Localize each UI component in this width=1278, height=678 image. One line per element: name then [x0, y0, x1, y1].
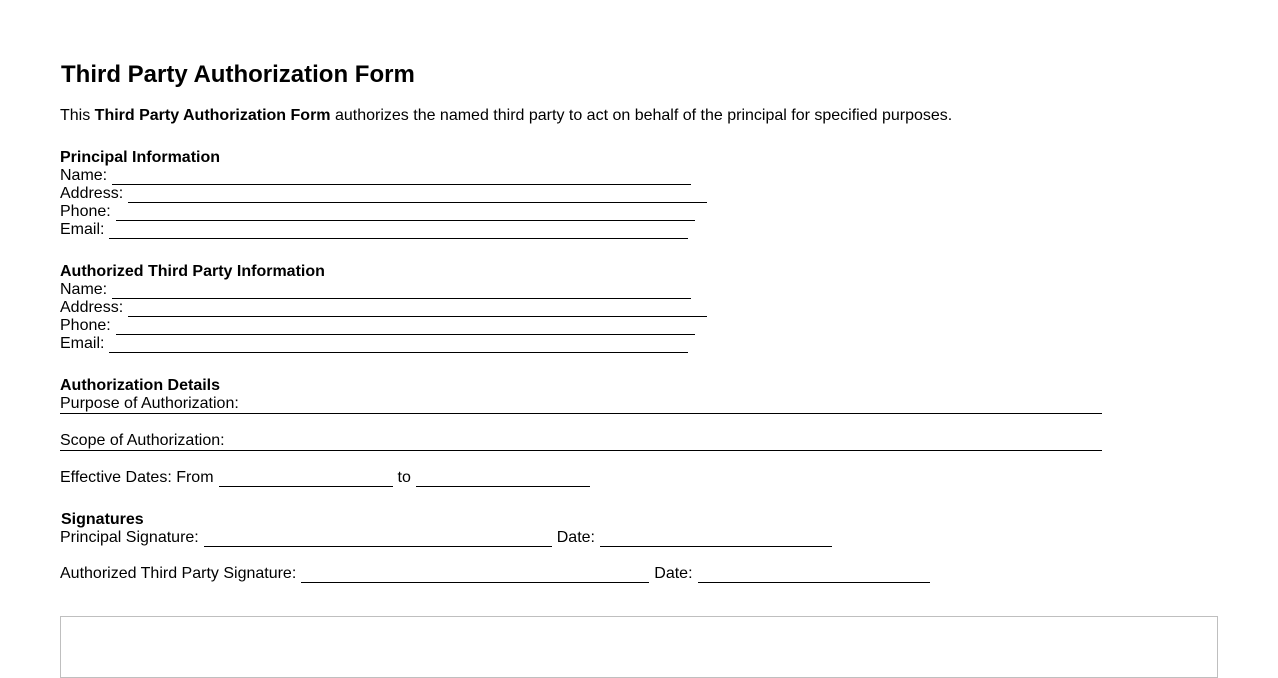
principal-name-label: Name: — [60, 167, 108, 184]
intro-paragraph — [60, 107, 952, 125]
principal-date-field[interactable] — [600, 532, 832, 547]
page-title: Third Party Authorization Form — [61, 61, 415, 88]
third-party-email-field[interactable] — [109, 338, 688, 353]
intro-prefix: This — [60, 107, 95, 124]
principal-section — [60, 149, 707, 239]
principal-signature-label: Principal Signature: — [60, 529, 199, 546]
purpose-field[interactable] — [60, 413, 1102, 414]
third-party-email-row — [60, 335, 707, 353]
principal-address-row — [60, 185, 707, 203]
third-party-address-row — [60, 299, 707, 317]
principal-phone-row — [60, 203, 707, 221]
third-party-phone-field[interactable] — [116, 320, 695, 335]
dates-to-label: to — [397, 469, 411, 486]
principal-signature-row — [60, 529, 832, 547]
scope-block — [60, 432, 1102, 451]
intro-bold: Third Party Authorization Form — [94, 107, 331, 124]
principal-heading: Principal Information — [60, 149, 221, 166]
principal-name-row — [60, 167, 707, 185]
authorization-section — [60, 377, 1102, 414]
third-party-signature-row — [60, 565, 930, 583]
third-party-phone-row — [60, 317, 707, 335]
intro-suffix: authorizes the named third party to act on behalf of the principal for specified purposes. — [330, 107, 953, 124]
principal-signature-field[interactable] — [204, 532, 552, 547]
principal-date-label: Date: — [556, 529, 595, 546]
purpose-label: Purpose of Authorization: — [60, 395, 239, 412]
dates-to-field[interactable] — [416, 472, 590, 487]
authorization-heading: Authorization Details — [60, 377, 221, 394]
principal-phone-label: Phone: — [60, 203, 111, 220]
principal-address-field[interactable] — [128, 188, 707, 203]
principal-email-field[interactable] — [109, 224, 688, 239]
third-party-address-label: Address: — [60, 299, 124, 316]
third-party-address-field[interactable] — [128, 302, 707, 317]
third-party-email-label: Email: — [60, 335, 105, 352]
dates-from-field[interactable] — [219, 472, 393, 487]
scope-label: Scope of Authorization: — [60, 432, 225, 449]
scope-field[interactable] — [60, 450, 1102, 451]
notes-box — [60, 616, 1218, 678]
third-party-section — [60, 263, 707, 353]
principal-name-field[interactable] — [112, 170, 691, 185]
third-party-date-field[interactable] — [698, 568, 930, 583]
third-party-date-label: Date: — [654, 565, 693, 582]
principal-address-label: Address: — [60, 185, 124, 202]
third-party-name-row — [60, 281, 707, 299]
third-party-name-label: Name: — [60, 281, 108, 298]
third-party-phone-label: Phone: — [60, 317, 111, 334]
third-party-heading: Authorized Third Party Information — [60, 263, 325, 280]
signatures-section — [60, 511, 832, 547]
principal-phone-field[interactable] — [116, 206, 695, 221]
third-party-signature-label: Authorized Third Party Signature: — [60, 565, 297, 582]
principal-email-label: Email: — [60, 221, 105, 238]
signatures-heading: Signatures — [61, 511, 144, 528]
dates-from-label: Effective Dates: From — [60, 469, 214, 486]
principal-email-row — [60, 221, 707, 239]
third-party-signature-block — [60, 565, 930, 583]
third-party-name-field[interactable] — [112, 284, 691, 299]
effective-dates-row — [60, 469, 590, 487]
third-party-signature-field[interactable] — [301, 568, 649, 583]
